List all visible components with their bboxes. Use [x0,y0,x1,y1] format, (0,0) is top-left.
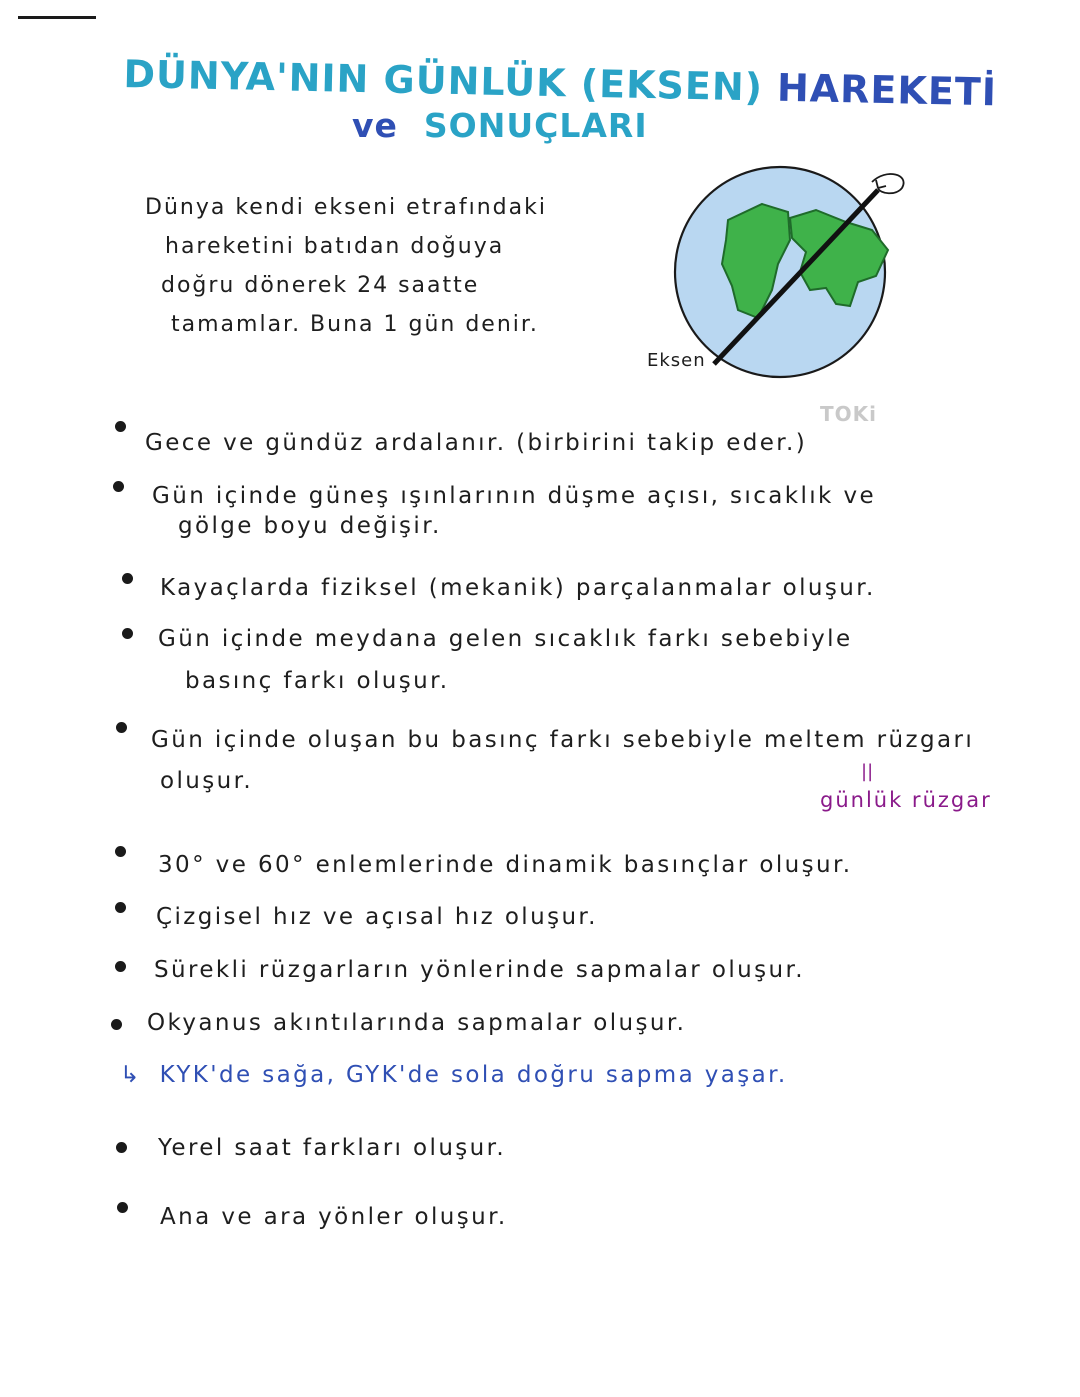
bullet-dot [115,902,126,913]
intro-line: tamamlar. Buna 1 gün denir. [171,312,539,337]
axis-label: Eksen [647,350,706,371]
bullet-dot [122,573,133,584]
list-item: Sürekli rüzgarların yönlerinde sapmalar oluşur. [154,957,805,983]
intro-line: Dünya kendi ekseni etrafındaki [145,195,547,220]
list-item-continuation: gölge boyu değişir. [178,513,442,539]
title-ve: ve [352,106,398,145]
bullet-dot [113,481,124,492]
list-item: Yerel saat farkları oluşur. [158,1135,507,1161]
title-main: DÜNYA'NIN GÜNLÜK (EKSEN) [123,52,764,110]
list-item: Okyanus akıntılarında sapmalar oluşur. [147,1010,687,1036]
bullet-dot [111,1019,122,1030]
toki-stamp: TOKi [820,402,877,426]
list-item-continuation: oluşur. [160,768,254,794]
bullet-dot [115,846,126,857]
list-item: Gece ve gündüz ardalanır. (birbirini takip eder.) [145,430,808,456]
hook-arrow-icon: ↳ [120,1062,142,1088]
deflection-note [120,1062,788,1088]
intro-line: hareketini batıdan doğuya [165,234,505,259]
list-item: Gün içinde güneş ışınlarının düşme açısı, sıcaklık ve [152,483,877,509]
list-item: Kayaçlarda fiziksel (mekanik) parçalanmalar oluşur. [160,575,876,601]
list-item-continuation: basınç farkı oluşur. [185,668,450,694]
bullet-dot [117,1202,128,1213]
bullet-dot [122,628,133,639]
bullet-dot [115,421,126,432]
bullet-dot [115,961,126,972]
bullet-dot [116,1142,127,1153]
list-item: 30° ve 60° enlemlerinde dinamik basınçlar oluşur. [158,852,853,878]
bullet-dot [116,722,127,733]
title-hareketi: HAREKETİ [776,65,998,115]
intro-line: doğru dönerek 24 saatte [161,273,480,298]
meltem-note: günlük rüzgar [820,788,992,812]
deflection-text: KYK'de sağa, GYK'de sola doğru sapma yaşar. [159,1062,788,1088]
title-sonuclari: SONUÇLARI [423,106,648,145]
list-item: Gün içinde meydana gelen sıcaklık farkı sebebiyle [158,626,853,652]
equal-sign: || [861,761,874,782]
list-item: Çizgisel hız ve açısal hız oluşur. [156,904,598,930]
list-item: Ana ve ara yönler oluşur. [160,1204,508,1230]
list-item: Gün içinde oluşan bu basınç farkı sebebiyle meltem rüzgarı [151,727,975,753]
